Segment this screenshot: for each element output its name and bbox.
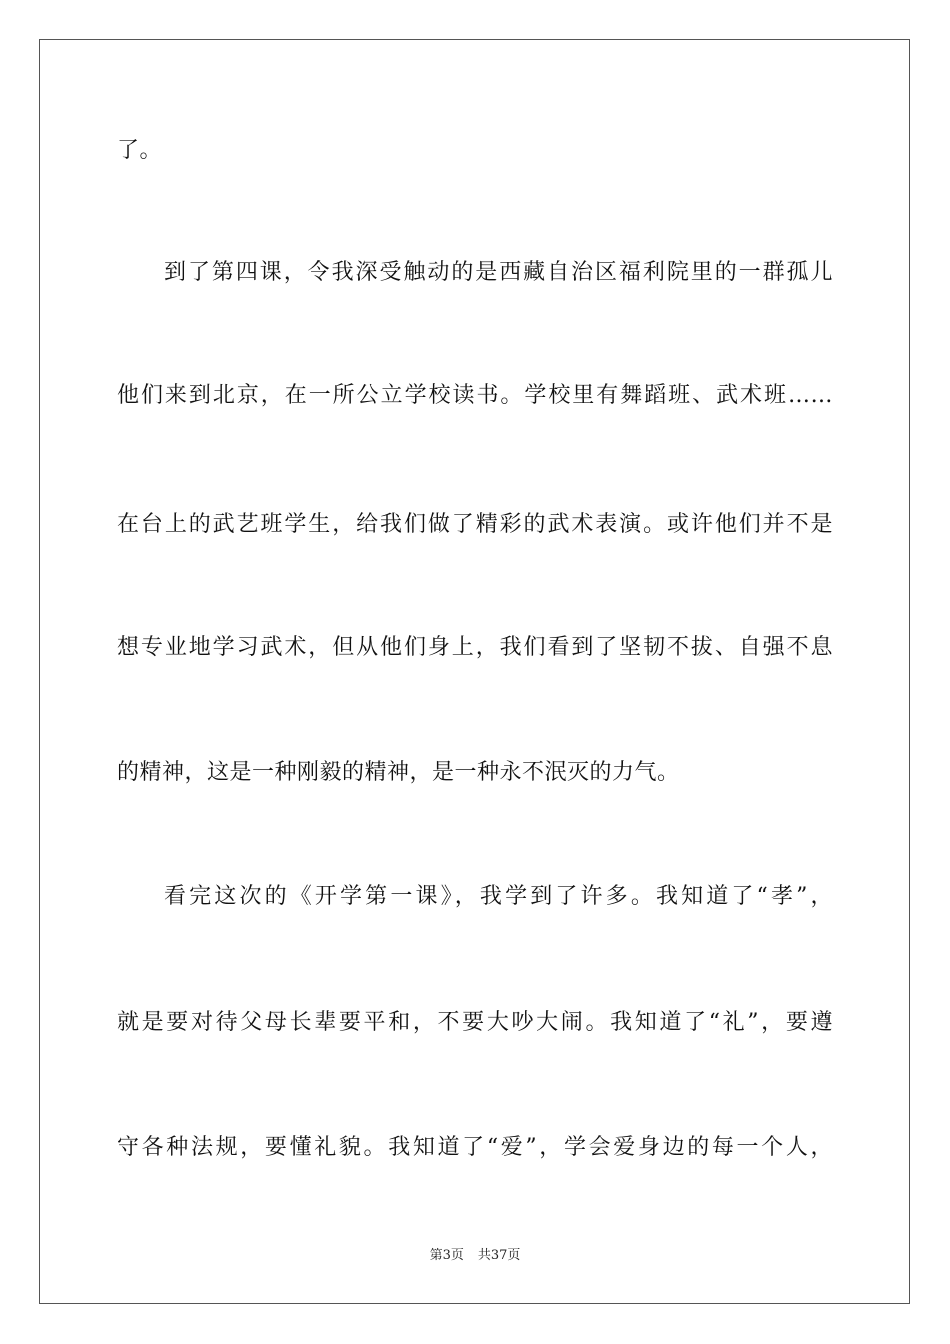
- page-footer: [0, 1247, 950, 1265]
- text-line-5: 想专业地学习武术，但从他们身上，我们看到了坚韧不拔、自强不息: [117, 635, 833, 660]
- text-line-3: 他们来到北京，在一所公立学校读书。学校里有舞蹈班、武术班……: [117, 383, 833, 408]
- text-line-4: 在台上的武艺班学生，给我们做了精彩的武术表演。或许他们并不是: [117, 512, 833, 537]
- page-number: 第3页: [429, 1248, 464, 1263]
- text-line-9: 守各种法规，要懂礼貌。我知道了“爱”，学会爱身边的每一个人，: [117, 1135, 833, 1160]
- page-border: [39, 39, 910, 1304]
- text-line-7: 看完这次的《开学第一课》，我学到了许多。我知道了“孝”，: [164, 884, 833, 909]
- text-line-2: 到了第四课，令我深受触动的是西藏自治区福利院里的一群孤儿: [164, 260, 833, 285]
- text-line-6: 的精神，这是一种刚毅的精神，是一种永不泯灭的力气。: [117, 760, 680, 785]
- text-line-1: 了。: [117, 138, 163, 163]
- text-line-8: 就是要对待父母长辈要平和，不要大吵大闹。我知道了“礼”，要遵: [117, 1010, 833, 1035]
- page-total: 共37页: [477, 1248, 521, 1263]
